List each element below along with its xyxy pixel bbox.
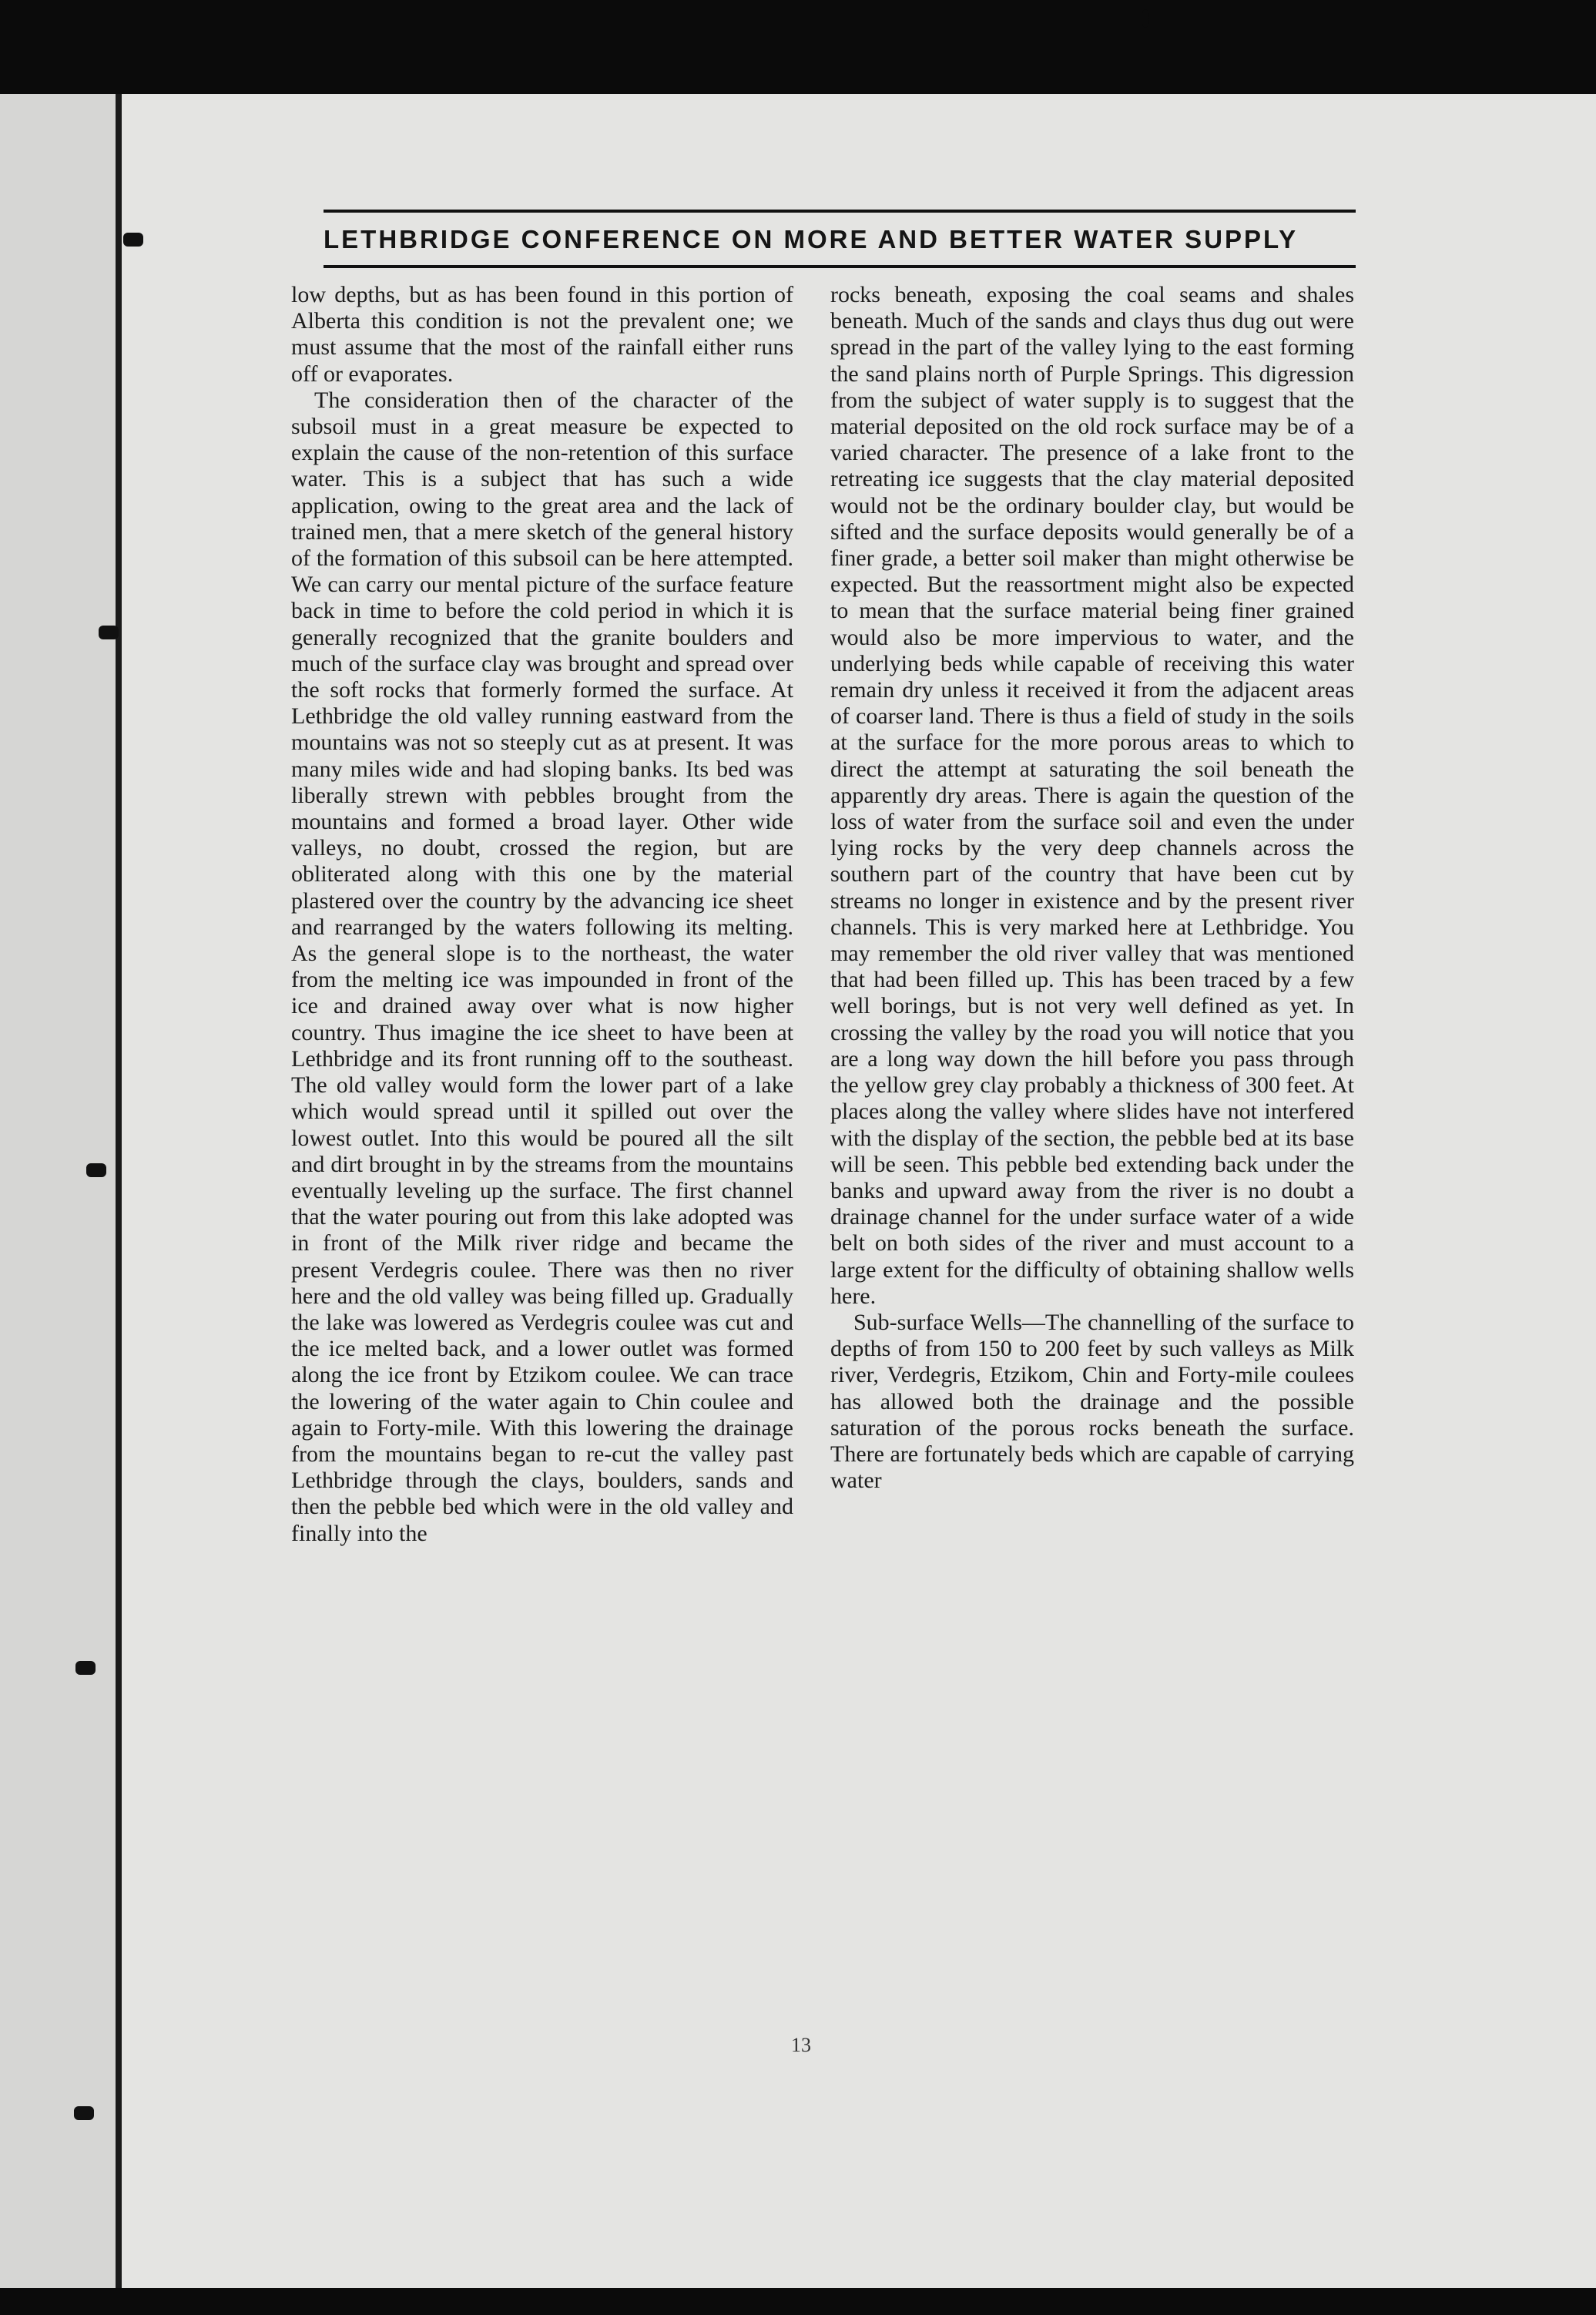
page-number: 13 xyxy=(791,2034,811,2056)
left-paragraph-2: The consideration then of the character of the subsoil must in a great measure be expected to explain the cause of the non-retention of this surface water. This is a subject that has such a wide application, owing to the great area and the lack of trained men, that a mere sketch of the general history of the formation of this subsoil can be here attempted. We can carry our mental picture of the surface feature back in time to before the cold period in which it is generally recognized that the granite boulders and much of the surface clay was brought and spread over the soft rocks that formerly formed the surface. At Lethbridge the old valley running eastward from the mountains was not so steeply cut as at present. It was many miles wide and had sloping banks. Its bed was liberally strewn with pebbles brought from the mountains and formed a broad layer. Other wide valleys, no doubt, crossed the region, but are obliterated along with this one by the material plastered over the country by the advancing ice sheet and rearranged by the waters following its melting. As the general slope is to the northeast, the water from the melting ice was impounded in front of the ice and drained away over what is now higher country. Thus imagine the ice sheet to have been at Lethbridge and its front running off to the southeast. The old valley would form the lower part of a lake which would spread until it spilled out over the lowest outlet. Into this would be poured all the silt and dirt brought in by the streams from the mountains eventually leveling up the surface. The first channel that the water pouring out from this lake adopted was in front of the Milk river ridge and became the present Verdegris coulee. There was then no river here and the old valley was being filled up. Gradually the lake was lowered as Verdegris coulee was cut and the ice melted back, and a lower outlet was formed along the ice front by Etzikom coulee. We can trace the lowering of the water again to Chin coulee and again to Forty-mile. With this lowering the drainage from the mountains began to re-cut the valley past Lethbridge through the clays, boulders, sands and then the pebble bed which were in the old valley and finally into the xyxy=(291,387,793,1546)
left-paragraph-1: low depths, but as has been found in this portion of Alberta this condition is not the prevalent one; we must assume that the most of the rainfall either runs off or evaporates. xyxy=(291,282,793,387)
header-rule-top xyxy=(324,210,1356,213)
binder-mark-2 xyxy=(99,626,119,639)
binder-mark-1 xyxy=(123,233,143,247)
binder-mark-5 xyxy=(74,2106,94,2120)
right-paragraph-2: Sub-surface Wells—The channelling of the surface to depths of from 150 to 200 feet by such valleys as Milk river, Verdegris, Etzikom, Chin and Forty-mile coulees has allowed both the drainage and the possible saturation of the porous rocks beneath the surface. There are fortunately beds which are capable of carrying water xyxy=(830,1309,1354,1494)
right-paragraph-1: rocks beneath, exposing the coal seams and shales beneath. Much of the sands and clays thus dug out were spread in the part of the valley lying to the east forming the sand plains north of Purple Springs. This digression from the subject of water supply is to suggest that the material deposited on the old rock surface may be of a varied character. The presence of a lake front to the retreating ice suggests that the clay material deposited would not be the ordinary boulder clay, but would be sifted and the surface deposits would generally be of a finer grade, a better soil maker than might otherwise be expected. But the reassortment might also be expected to mean that the surface material being finer grained would also be more impervious to water, and the underlying beds while capable of receiving this water remain dry unless it received it from the adjacent areas of coarser land. There is thus a field of study in the soils at the surface for the more porous areas to which to direct the attempt at saturating the soil beneath the apparently dry areas. There is again the question of the loss of water from the surface soil and even the under lying rocks by the very deep channels across the southern part of the country that have been cut by streams no longer in existence and by the present river channels. This is very marked here at Lethbridge. You may remember the old river valley that was mentioned that had been filled up. This has been traced by a few well borings, but is not very well defined as yet. In crossing the valley by the road you will notice that you are a long way down the hill before you pass through the yellow grey clay probably a thickness of 300 feet. At places along the valley where slides have not interfered with the display of the section, the pebble bed at its base will be seen. This pebble bed extending back under the banks and upward away from the river is no doubt a drainage channel for the under surface water of a wide belt on both sides of the river and must account to a large extent for the difficulty of obtaining shallow wells here. xyxy=(830,282,1354,1309)
binder-mark-4 xyxy=(75,1661,96,1675)
left-column xyxy=(291,282,793,2054)
binder-mark-3 xyxy=(86,1163,106,1177)
film-speck xyxy=(1142,9,1149,28)
header-rule-bottom xyxy=(324,265,1356,268)
right-column xyxy=(830,282,1354,2054)
document-page xyxy=(0,94,1596,2288)
running-header: LETHBRIDGE CONFERENCE ON MORE AND BETTER WATER SUPPLY xyxy=(324,225,1299,253)
